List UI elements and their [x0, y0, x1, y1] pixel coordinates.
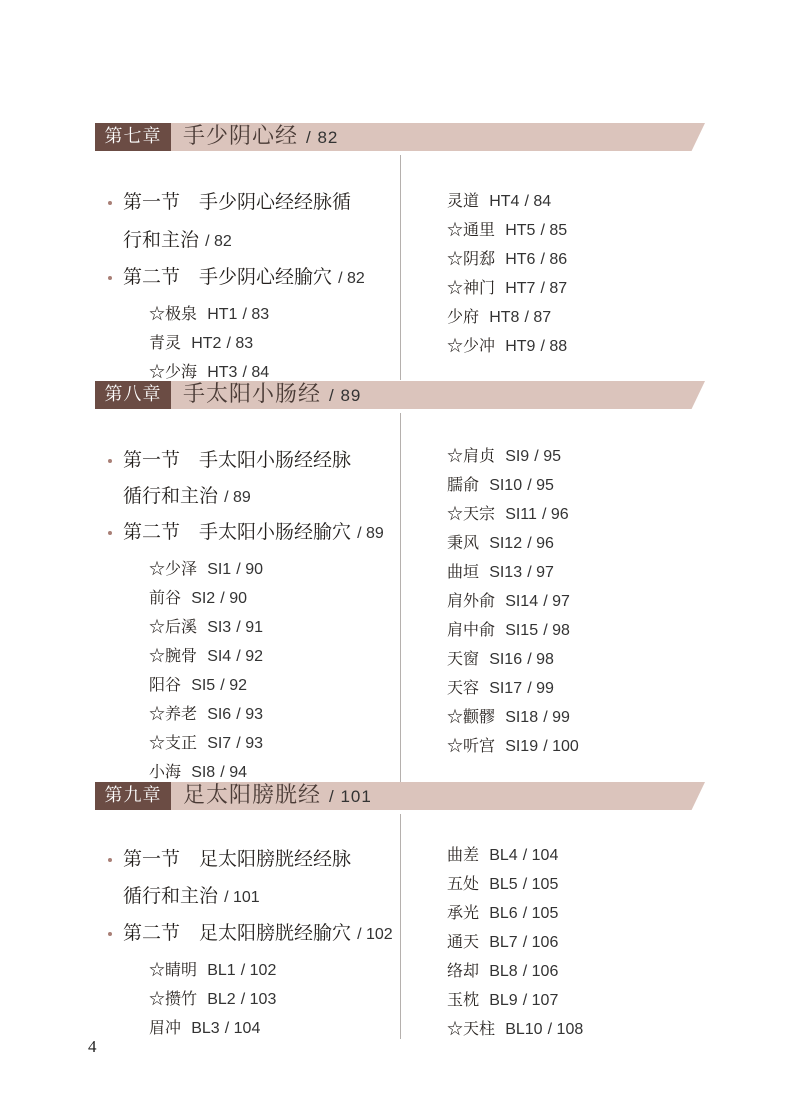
acupoint-entry: [447, 843, 558, 868]
section-2-title: 第二节 足太阳膀胱经腧穴 / 102: [123, 922, 393, 944]
acupoint-name: 天容: [447, 678, 480, 697]
acupoint-entry: [447, 988, 558, 1013]
acupoint-entry: [447, 560, 554, 585]
acupoint-page: / 100: [543, 738, 579, 755]
acupoint-code: SI10: [489, 477, 523, 494]
bullet-dot: [108, 932, 112, 936]
acupoint-entry: [149, 731, 263, 756]
acupoint-entry: [149, 615, 263, 640]
acupoint-page: / 105: [522, 876, 559, 893]
acupoint-page: / 96: [527, 535, 554, 552]
section-page: / 101: [224, 889, 260, 906]
acupoint-code: BL6: [489, 905, 518, 922]
section-1-title-cont: 循行和主治 / 89: [123, 485, 251, 507]
acupoint-page: / 87: [540, 280, 568, 297]
acupoint-page: / 91: [236, 619, 263, 636]
acupoint-entry: [447, 901, 558, 926]
bullet-dot: [108, 201, 112, 205]
acupoint-page: / 92: [236, 648, 263, 665]
chapter-page: / 82: [306, 128, 339, 147]
acupoint-name: ☆攒竹: [149, 989, 198, 1008]
chapter-header: [95, 782, 705, 810]
acupoint-entry: [447, 618, 570, 643]
acupoint-name: 臑俞: [447, 475, 480, 494]
acupoint-code: SI14: [505, 593, 539, 610]
acupoint-name: ☆肩贞: [447, 446, 496, 465]
acupoint-code: SI5: [191, 677, 216, 694]
acupoint-entry: [447, 247, 567, 272]
acupoint-code: HT2: [191, 335, 222, 352]
section-page: / 89: [357, 525, 384, 542]
acupoint-page: / 108: [547, 1021, 584, 1038]
acupoint-entry: [447, 676, 554, 701]
acupoint-name: 络却: [447, 961, 480, 980]
acupoint-code: SI17: [489, 680, 523, 697]
acupoint-code: HT7: [505, 280, 536, 297]
acupoint-page: / 99: [527, 680, 554, 697]
acupoint-code: SI15: [505, 622, 539, 639]
acupoint-code: SI13: [489, 564, 523, 581]
acupoint-entry: [149, 644, 263, 669]
acupoint-entry: [149, 331, 253, 356]
acupoint-code: SI7: [207, 735, 232, 752]
acupoint-name: 玉枕: [447, 990, 480, 1009]
acupoint-entry: [447, 334, 567, 359]
acupoint-entry: [149, 557, 263, 582]
acupoint-code: HT3: [207, 364, 238, 381]
chapter-header: [95, 381, 705, 409]
acupoint-page: / 83: [242, 306, 270, 323]
acupoint-entry: [447, 959, 558, 984]
acupoint-code: HT6: [505, 251, 536, 268]
acupoint-page: / 84: [524, 193, 552, 210]
acupoint-page: / 93: [236, 706, 263, 723]
section-1-title-cont: 行和主治 / 82: [123, 229, 232, 251]
acupoint-code: BL4: [489, 847, 518, 864]
acupoint-code: BL1: [207, 962, 236, 979]
acupoint-name: ☆天柱: [447, 1019, 496, 1038]
acupoint-page: / 105: [522, 905, 559, 922]
acupoint-code: SI4: [207, 648, 232, 665]
chapter-page: / 101: [329, 787, 372, 806]
acupoint-code: SI3: [207, 619, 232, 636]
acupoint-code: SI16: [489, 651, 523, 668]
acupoint-entry: [447, 189, 551, 214]
acupoint-name: ☆后溪: [149, 617, 198, 636]
section-2-title: 第二节 手太阳小肠经腧穴 / 89: [123, 521, 384, 543]
acupoint-page: / 106: [522, 963, 559, 980]
acupoint-name: 承光: [447, 903, 480, 922]
acupoint-page: / 97: [527, 564, 554, 581]
acupoint-name: ☆养老: [149, 704, 198, 723]
section-1-title: 第一节 手太阳小肠经经脉: [123, 449, 352, 471]
acupoint-name: 天窗: [447, 649, 480, 668]
acupoint-entry: [447, 473, 554, 498]
acupoint-entry: [447, 872, 558, 897]
acupoint-page: / 104: [224, 1020, 261, 1037]
acupoint-page: / 95: [527, 477, 554, 494]
acupoint-page: / 98: [543, 622, 570, 639]
chapter-header: [95, 123, 705, 151]
acupoint-page: / 90: [220, 590, 247, 607]
acupoint-name: 曲垣: [447, 562, 480, 581]
acupoint-code: SI2: [191, 590, 216, 607]
acupoint-name: ☆少冲: [447, 336, 496, 355]
acupoint-entry: [149, 302, 269, 327]
acupoint-entry: [149, 702, 263, 727]
acupoint-code: HT8: [489, 309, 520, 326]
acupoint-name: ☆颧髎: [447, 707, 496, 726]
acupoint-entry: [149, 586, 247, 611]
acupoint-page: / 103: [240, 991, 277, 1008]
section-1-title-cont: 循行和主治 / 101: [123, 885, 260, 907]
acupoint-name: 五处: [447, 874, 480, 893]
column-divider: [400, 413, 401, 783]
acupoint-page: / 87: [524, 309, 552, 326]
section-1-title: 第一节 手少阴心经经脉循: [123, 191, 352, 213]
acupoint-code: SI9: [505, 448, 530, 465]
acupoint-name: ☆少泽: [149, 559, 198, 578]
chapter-label: 第七章: [95, 123, 171, 151]
acupoint-code: SI19: [505, 738, 539, 755]
chapter-8: [95, 381, 705, 781]
acupoint-page: / 95: [534, 448, 561, 465]
chapter-page: / 89: [329, 386, 362, 405]
acupoint-name: 肩中俞: [447, 620, 496, 639]
acupoint-entry: [447, 444, 561, 469]
acupoint-name: ☆阴郄: [447, 249, 496, 268]
acupoint-page: / 84: [242, 364, 270, 381]
acupoint-page: / 92: [220, 677, 247, 694]
acupoint-name: ☆神门: [447, 278, 496, 297]
acupoint-name: 阳谷: [149, 675, 182, 694]
chapter-label: 第八章: [95, 381, 171, 409]
acupoint-entry: [447, 1017, 583, 1042]
page-number: 4: [88, 1037, 97, 1056]
acupoint-page: / 90: [236, 561, 263, 578]
acupoint-page: / 85: [540, 222, 568, 239]
acupoint-page: / 93: [236, 735, 263, 752]
acupoint-code: BL2: [207, 991, 236, 1008]
acupoint-name: 小海: [149, 762, 182, 781]
acupoint-entry: [149, 673, 247, 698]
chapter-title: 手太阳小肠经 / 89: [183, 382, 362, 407]
acupoint-entry: [447, 734, 579, 759]
acupoint-entry: [447, 276, 567, 301]
section-page: / 82: [205, 233, 232, 250]
acupoint-code: SI18: [505, 709, 539, 726]
acupoint-code: HT5: [505, 222, 536, 239]
acupoint-entry: [149, 958, 276, 983]
acupoint-code: HT4: [489, 193, 520, 210]
acupoint-page: / 98: [527, 651, 554, 668]
chapter-title: 足太阳膀胱经 / 101: [183, 783, 372, 808]
acupoint-name: ☆睛明: [149, 960, 198, 979]
column-divider: [400, 814, 401, 1039]
section-1-title: 第一节 足太阳膀胱经经脉: [123, 848, 352, 870]
acupoint-name: ☆极泉: [149, 304, 198, 323]
acupoint-code: BL3: [191, 1020, 220, 1037]
acupoint-name: ☆听宫: [447, 736, 496, 755]
acupoint-code: HT1: [207, 306, 238, 323]
acupoint-page: / 96: [542, 506, 569, 523]
acupoint-name: 前谷: [149, 588, 182, 607]
acupoint-code: SI8: [191, 764, 216, 781]
acupoint-code: HT9: [505, 338, 536, 355]
acupoint-name: 曲差: [447, 845, 480, 864]
acupoint-page: / 88: [540, 338, 568, 355]
bullet-dot: [108, 531, 112, 535]
acupoint-code: BL8: [489, 963, 518, 980]
acupoint-name: 灵道: [447, 191, 480, 210]
acupoint-name: ☆腕骨: [149, 646, 198, 665]
chapter-title: 手少阴心经 / 82: [183, 124, 339, 149]
acupoint-page: / 97: [543, 593, 570, 610]
acupoint-page: / 94: [220, 764, 247, 781]
section-page: / 89: [224, 489, 251, 506]
acupoint-code: SI1: [207, 561, 232, 578]
acupoint-code: SI6: [207, 706, 232, 723]
acupoint-code: BL10: [505, 1021, 543, 1038]
section-page: / 82: [338, 270, 365, 287]
acupoint-name: ☆天宗: [447, 504, 496, 523]
acupoint-page: / 99: [543, 709, 570, 726]
acupoint-entry: [447, 589, 570, 614]
chapter-7: [95, 123, 705, 381]
acupoint-name: 秉风: [447, 533, 480, 552]
acupoint-code: BL7: [489, 934, 518, 951]
acupoint-name: 少府: [447, 307, 480, 326]
acupoint-entry: [447, 930, 558, 955]
bullet-dot: [108, 276, 112, 280]
section-2-title: 第二节 手少阴心经腧穴 / 82: [123, 266, 365, 288]
acupoint-entry: [447, 647, 554, 672]
acupoint-name: ☆少海: [149, 362, 198, 381]
acupoint-entry: [149, 1016, 260, 1041]
acupoint-page: / 107: [522, 992, 559, 1009]
section-page: / 102: [357, 926, 393, 943]
column-divider: [400, 155, 401, 380]
acupoint-page: / 106: [522, 934, 559, 951]
acupoint-name: 肩外俞: [447, 591, 496, 610]
acupoint-code: SI12: [489, 535, 523, 552]
acupoint-entry: [447, 218, 567, 243]
acupoint-entry: [447, 502, 569, 527]
acupoint-name: 青灵: [149, 333, 182, 352]
chapter-9: [95, 782, 705, 1038]
acupoint-name: 眉冲: [149, 1018, 182, 1037]
acupoint-name: ☆通里: [447, 220, 496, 239]
acupoint-entry: [447, 705, 570, 730]
bullet-dot: [108, 858, 112, 862]
acupoint-entry: [447, 531, 554, 556]
acupoint-page: / 104: [522, 847, 559, 864]
acupoint-code: SI11: [505, 506, 537, 523]
acupoint-entry: [149, 987, 276, 1012]
bullet-dot: [108, 459, 112, 463]
acupoint-code: BL9: [489, 992, 518, 1009]
acupoint-page: / 102: [240, 962, 277, 979]
chapter-label: 第九章: [95, 782, 171, 810]
acupoint-page: / 83: [226, 335, 254, 352]
acupoint-entry: [447, 305, 551, 330]
acupoint-name: ☆支正: [149, 733, 198, 752]
acupoint-name: 通天: [447, 932, 480, 951]
acupoint-page: / 86: [540, 251, 568, 268]
acupoint-code: BL5: [489, 876, 518, 893]
